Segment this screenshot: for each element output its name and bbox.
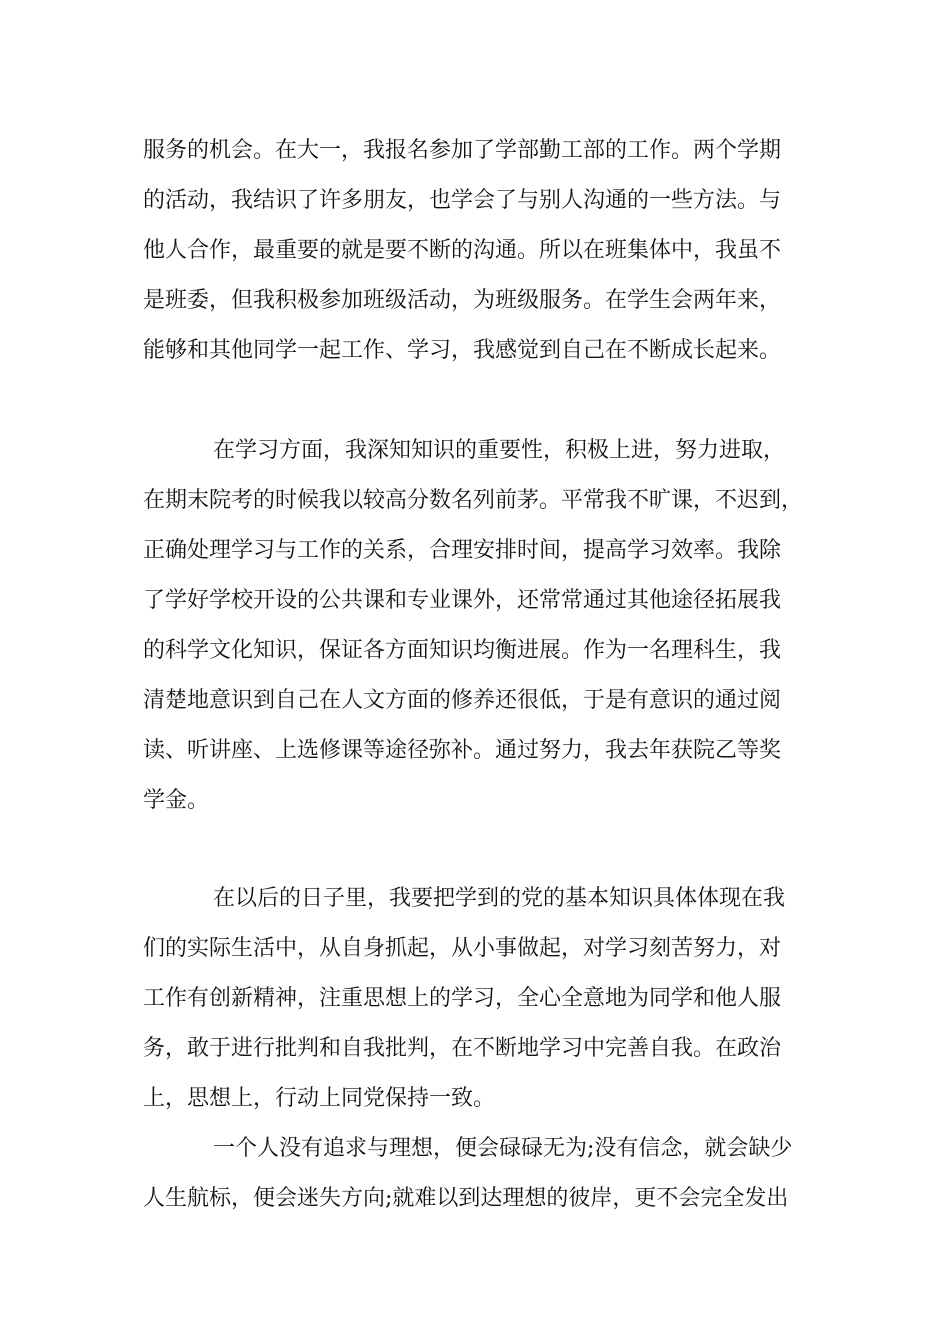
paragraph-1-line-5: 能够和其他同学一起工作、学习，我感觉到自己在不断成长起来。 <box>143 338 782 363</box>
paragraph-2-line-5: 的科学文化知识，保证各方面知识均衡进展。作为一名理科生，我 <box>143 638 782 663</box>
paragraph-4-line-1: 一个人没有追求与理想，便会碌碌无为;没有信念，就会缺少 <box>213 1136 793 1161</box>
paragraph-1-line-3: 他人合作，最重要的就是要不断的沟通。所以在班集体中，我虽不 <box>143 238 782 263</box>
paragraph-1-line-1: 服务的机会。在大一，我报名参加了学部勤工部的工作。两个学期 <box>143 138 782 163</box>
paragraph-3-line-1: 在以后的日子里，我要把学到的党的基本知识具体体现在我 <box>213 886 786 911</box>
paragraph-2-line-8: 学金。 <box>143 788 210 813</box>
paragraph-2-line-7: 读、听讲座、上选修课等途径弥补。通过努力，我去年获院乙等奖 <box>143 738 782 763</box>
paragraph-1-line-2: 的活动，我结识了许多朋友，也学会了与别人沟通的一些方法。与 <box>143 188 782 213</box>
paragraph-1-line-4: 是班委，但我积极参加班级活动，为班级服务。在学生会两年来， <box>143 288 782 313</box>
paragraph-4-line-2: 人生航标，便会迷失方向;就难以到达理想的彼岸，更不会完全发出 <box>143 1186 789 1211</box>
paragraph-3-line-5: 上，思想上，行动上同党保持一致。 <box>143 1086 496 1111</box>
paragraph-2-line-2: 在期末院考的时候我以较高分数名列前茅。平常我不旷课，不迟到， <box>143 488 804 513</box>
paragraph-3-line-2: 们的实际生活中，从自身抓起，从小事做起，对学习刻苦努力，对 <box>143 936 782 961</box>
paragraph-3-line-3: 工作有创新精神，注重思想上的学习，全心全意地为同学和他人服 <box>143 986 782 1011</box>
paragraph-2-line-1: 在学习方面，我深知知识的重要性，积极上进，努力进取， <box>213 438 786 463</box>
paragraph-2-line-4: 了学好学校开设的公共课和专业课外，还常常通过其他途径拓展我 <box>143 588 782 613</box>
paragraph-2-line-3: 正确处理学习与工作的关系，合理安排时间，提高学习效率。我除 <box>143 538 782 563</box>
paragraph-3-line-4: 务，敢于进行批判和自我批判，在不断地学习中完善自我。在政治 <box>143 1036 782 1061</box>
paragraph-2-line-6: 清楚地意识到自己在人文方面的修养还很低，于是有意识的通过阅 <box>143 688 782 713</box>
